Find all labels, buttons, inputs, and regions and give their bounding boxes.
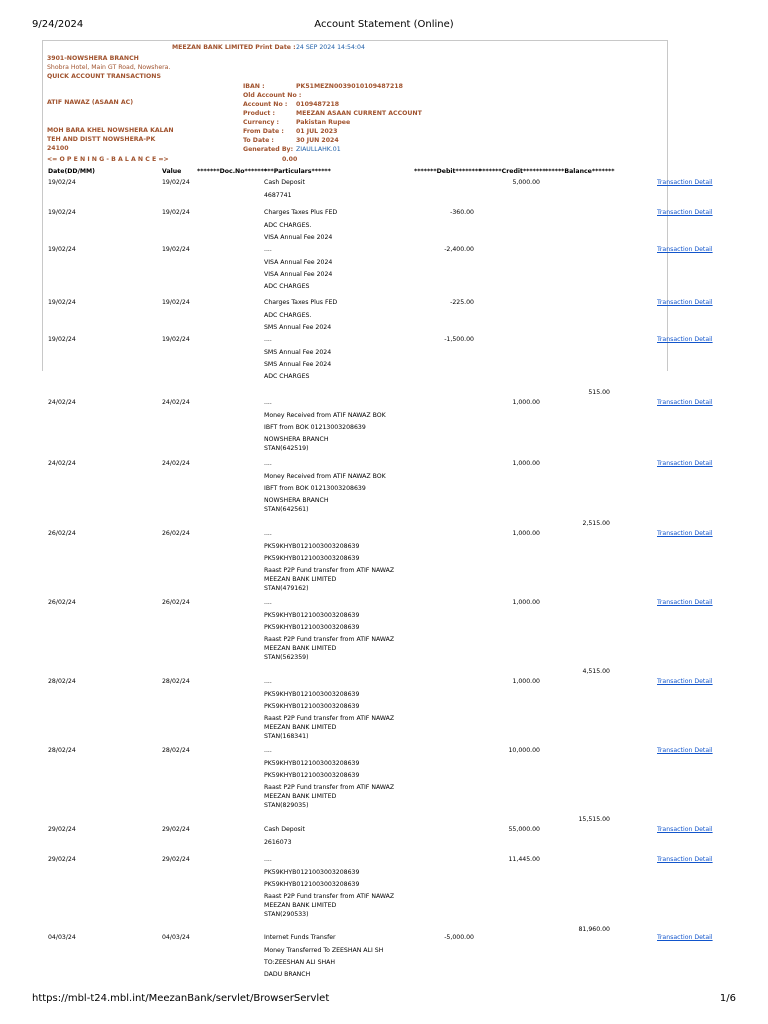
- row-particulars-line: VISA Annual Fee 2024: [264, 234, 333, 241]
- row-date: 24/02/24: [48, 460, 76, 467]
- transaction-detail-link[interactable]: Transaction Detail: [657, 179, 713, 186]
- row-particulars-line: Raast P2P Fund transfer from ATIF NAWAZ: [264, 893, 395, 900]
- row-particulars-line: STAN(290533): [264, 911, 309, 918]
- row-particulars-line: STAN(562359): [264, 654, 309, 661]
- row-debit: -5,000.00: [444, 934, 474, 941]
- row-particulars-line: SMS Annual Fee 2024: [264, 349, 332, 356]
- row-particulars-line: TO:ZEESHAN ALI SHAH: [264, 959, 336, 966]
- row-particulars-line: PK59KHYB0121003003208639: [264, 624, 360, 631]
- transaction-detail-link[interactable]: Transaction Detail: [657, 856, 713, 863]
- row-particulars-line: Internet Funds Transfer: [264, 934, 336, 941]
- account-number: 0109487218: [296, 101, 340, 108]
- address-line-1: MOH BARA KHEL NOWSHERA KALAN: [47, 127, 174, 134]
- row-value-date: 19/02/24: [162, 336, 190, 343]
- row-value-date: 26/02/24: [162, 530, 190, 537]
- row-particulars-line: ....: [264, 399, 272, 406]
- row-date: 04/03/24: [48, 934, 76, 941]
- branch-name: 3901-NOWSHERA BRANCH: [47, 55, 139, 62]
- product-label: Product :: [243, 110, 275, 117]
- running-balance: 4,515.00: [582, 668, 610, 675]
- col-date: Date(DD/MM): [48, 168, 95, 175]
- row-particulars-line: STAN(642519): [264, 445, 309, 452]
- opening-balance-label: <= O P E N I N G - B A L A N C E =>: [47, 156, 169, 163]
- transaction-detail-link[interactable]: Transaction Detail: [657, 599, 713, 606]
- row-particulars-line: STAN(642561): [264, 506, 309, 513]
- row-value-date: 29/02/24: [162, 826, 190, 833]
- row-particulars-line: PK59KHYB0121003003208639: [264, 612, 360, 619]
- page-url: https://mbl-t24.mbl.int/MeezanBank/servlet/BrowserServlet: [32, 993, 330, 1004]
- row-particulars-line: NOWSHERA BRANCH: [264, 497, 329, 504]
- row-particulars-line: MEEZAN BANK LIMITED: [264, 793, 337, 800]
- row-value-date: 19/02/24: [162, 179, 190, 186]
- row-particulars-line: Money Transferred To ZEESHAN ALI SH: [264, 947, 384, 954]
- running-balance: 515.00: [588, 389, 610, 396]
- from-date-value: 01 JUL 2023: [296, 128, 338, 135]
- row-particulars-line: ADC CHARGES.: [264, 312, 312, 319]
- row-particulars-line: ....: [264, 678, 272, 685]
- print-date: 9/24/2024: [32, 19, 84, 30]
- row-particulars-line: SMS Annual Fee 2024: [264, 324, 332, 331]
- row-particulars-line: PK59KHYB0121003003208639: [264, 691, 360, 698]
- row-value-date: 29/02/24: [162, 856, 190, 863]
- row-credit: 1,000.00: [512, 678, 540, 685]
- row-particulars-line: DADU BRANCH: [264, 971, 311, 978]
- row-particulars-line: Raast P2P Fund transfer from ATIF NAWAZ: [264, 636, 395, 643]
- transaction-detail-link[interactable]: Transaction Detail: [657, 399, 713, 406]
- page-title: Account Statement (Online): [314, 19, 454, 30]
- currency-value: Pakistan Rupee: [296, 119, 351, 126]
- row-particulars-line: PK59KHYB0121003003208639: [264, 760, 360, 767]
- row-date: 19/02/24: [48, 246, 76, 253]
- row-particulars-line: STAN(479162): [264, 585, 309, 592]
- row-particulars-line: IBFT from BOK 01213003208639: [264, 485, 366, 492]
- print-datetime: 24 SEP 2024 14:54:04: [296, 44, 365, 51]
- col-debit: *******Debit********: [414, 168, 482, 175]
- col-particulars: ***Particulars******: [264, 168, 331, 175]
- row-particulars-line: MEEZAN BANK LIMITED: [264, 902, 337, 909]
- row-debit: -360.00: [450, 209, 474, 216]
- address-line-3: 24100: [47, 145, 69, 152]
- transaction-detail-link[interactable]: Transaction Detail: [657, 747, 713, 754]
- currency-label: Currency :: [243, 119, 279, 126]
- row-credit: 1,000.00: [512, 399, 540, 406]
- row-particulars-line: ....: [264, 336, 272, 343]
- row-particulars-line: ADC CHARGES.: [264, 222, 312, 229]
- row-particulars-line: 4687741: [264, 192, 292, 199]
- row-date: 26/02/24: [48, 599, 76, 606]
- transaction-detail-link[interactable]: Transaction Detail: [657, 246, 713, 253]
- iban-label: IBAN :: [243, 83, 265, 90]
- row-particulars-line: ....: [264, 747, 272, 754]
- row-particulars-line: Money Received from ATIF NAWAZ BOK: [264, 412, 386, 419]
- row-date: 24/02/24: [48, 399, 76, 406]
- row-value-date: 19/02/24: [162, 246, 190, 253]
- running-balance: 2,515.00: [582, 520, 610, 527]
- row-value-date: 19/02/24: [162, 299, 190, 306]
- row-particulars-line: Charges Taxes Plus FED: [264, 299, 338, 306]
- account-holder: ATIF NAWAZ (ASAAN AC): [47, 99, 134, 106]
- row-particulars-line: ....: [264, 599, 272, 606]
- row-particulars-line: MEEZAN BANK LIMITED: [264, 645, 337, 652]
- col-balance: ******Balance*******: [545, 168, 615, 175]
- row-debit: -225.00: [450, 299, 474, 306]
- branch-address: Shobra Hotel, Main GT Road, Nowshera.: [47, 64, 171, 71]
- row-particulars-line: 2616073: [264, 839, 292, 846]
- row-particulars-line: SMS Annual Fee 2024: [264, 361, 332, 368]
- col-value: Value: [162, 168, 182, 175]
- row-date: 19/02/24: [48, 179, 76, 186]
- row-particulars-line: VISA Annual Fee 2024: [264, 271, 333, 278]
- row-particulars-line: ADC CHARGES: [264, 373, 310, 380]
- bank-print-label: MEEZAN BANK LIMITED Print Date :: [172, 44, 296, 51]
- row-credit: 1,000.00: [512, 599, 540, 606]
- to-date-value: 30 JUN 2024: [296, 137, 339, 144]
- iban-value: PK51MEZN0039010109487218: [296, 83, 403, 90]
- row-value-date: 26/02/24: [162, 599, 190, 606]
- generated-by-label: Generated By:: [243, 146, 294, 153]
- running-balance: 15,515.00: [578, 816, 610, 823]
- row-particulars-line: PK59KHYB0121003003208639: [264, 703, 360, 710]
- col-credit: *******Credit*******: [479, 168, 546, 175]
- row-credit: 1,000.00: [512, 530, 540, 537]
- row-particulars-line: Cash Deposit: [264, 826, 305, 833]
- row-credit: 11,445.00: [508, 856, 540, 863]
- row-date: 28/02/24: [48, 678, 76, 685]
- row-value-date: 04/03/24: [162, 934, 190, 941]
- transaction-detail-link[interactable]: Transaction Detail: [657, 209, 713, 216]
- row-date: 29/02/24: [48, 826, 76, 833]
- row-value-date: 24/02/24: [162, 460, 190, 467]
- transaction-detail-link[interactable]: Transaction Detail: [657, 299, 713, 306]
- row-value-date: 28/02/24: [162, 678, 190, 685]
- row-credit: 1,000.00: [512, 460, 540, 467]
- row-credit: 5,000.00: [512, 179, 540, 186]
- row-particulars-line: ....: [264, 856, 272, 863]
- running-balance: 81,960.00: [578, 926, 610, 933]
- row-date: 19/02/24: [48, 299, 76, 306]
- row-particulars-line: PK59KHYB0121003003208639: [264, 543, 360, 550]
- row-particulars-line: NOWSHERA BRANCH: [264, 436, 329, 443]
- row-debit: -2,400.00: [444, 246, 474, 253]
- from-date-label: From Date :: [243, 128, 284, 135]
- row-particulars-line: Raast P2P Fund transfer from ATIF NAWAZ: [264, 567, 395, 574]
- row-particulars-line: IBFT from BOK 01213003208639: [264, 424, 366, 431]
- row-value-date: 24/02/24: [162, 399, 190, 406]
- row-particulars-line: MEEZAN BANK LIMITED: [264, 576, 337, 583]
- generated-by-value: ZIAULLAHK.01: [296, 146, 341, 153]
- row-particulars-line: STAN(168341): [264, 733, 309, 740]
- account-label: Account No :: [243, 101, 288, 108]
- row-value-date: 19/02/24: [162, 209, 190, 216]
- old-account-label: Old Account No :: [243, 92, 302, 99]
- row-particulars-line: ....: [264, 246, 272, 253]
- row-particulars-line: PK59KHYB0121003003208639: [264, 772, 360, 779]
- row-credit: 55,000.00: [508, 826, 540, 833]
- row-debit: -1,500.00: [444, 336, 474, 343]
- page-number: 1/6: [719, 993, 736, 1004]
- row-particulars-line: ....: [264, 460, 272, 467]
- row-particulars-line: Money Received from ATIF NAWAZ BOK: [264, 473, 386, 480]
- transaction-detail-link[interactable]: Transaction Detail: [657, 336, 713, 343]
- row-date: 19/02/24: [48, 209, 76, 216]
- row-date: 19/02/24: [48, 336, 76, 343]
- transaction-detail-link[interactable]: Transaction Detail: [657, 678, 713, 685]
- row-particulars-line: MEEZAN BANK LIMITED: [264, 724, 337, 731]
- row-date: 29/02/24: [48, 856, 76, 863]
- row-particulars-line: Cash Deposit: [264, 179, 305, 186]
- transaction-detail-link[interactable]: Transaction Detail: [657, 460, 713, 467]
- row-particulars-line: STAN(829035): [264, 802, 309, 809]
- col-doc: *******Doc.No*******: [197, 168, 268, 175]
- row-particulars-line: Raast P2P Fund transfer from ATIF NAWAZ: [264, 715, 395, 722]
- row-date: 26/02/24: [48, 530, 76, 537]
- row-particulars-line: PK59KHYB0121003003208639: [264, 555, 360, 562]
- to-date-label: To Date :: [243, 137, 274, 144]
- row-particulars-line: ....: [264, 530, 272, 537]
- row-particulars-line: PK59KHYB0121003003208639: [264, 869, 360, 876]
- row-particulars-line: Charges Taxes Plus FED: [264, 209, 338, 216]
- row-particulars-line: PK59KHYB0121003003208639: [264, 881, 360, 888]
- quick-transactions-title: QUICK ACCOUNT TRANSACTIONS: [47, 73, 161, 80]
- address-line-2: TEH AND DISTT NOWSHERA-PK: [47, 136, 156, 143]
- transaction-detail-link[interactable]: Transaction Detail: [657, 530, 713, 537]
- product-value: MEEZAN ASAAN CURRENT ACCOUNT: [296, 110, 422, 117]
- row-value-date: 28/02/24: [162, 747, 190, 754]
- row-particulars-line: VISA Annual Fee 2024: [264, 259, 333, 266]
- row-particulars-line: Raast P2P Fund transfer from ATIF NAWAZ: [264, 784, 395, 791]
- transaction-detail-link[interactable]: Transaction Detail: [657, 934, 713, 941]
- row-date: 28/02/24: [48, 747, 76, 754]
- row-particulars-line: ADC CHARGES: [264, 283, 310, 290]
- row-credit: 10,000.00: [508, 747, 540, 754]
- transaction-detail-link[interactable]: Transaction Detail: [657, 826, 713, 833]
- opening-balance-value: 0.00: [282, 156, 298, 163]
